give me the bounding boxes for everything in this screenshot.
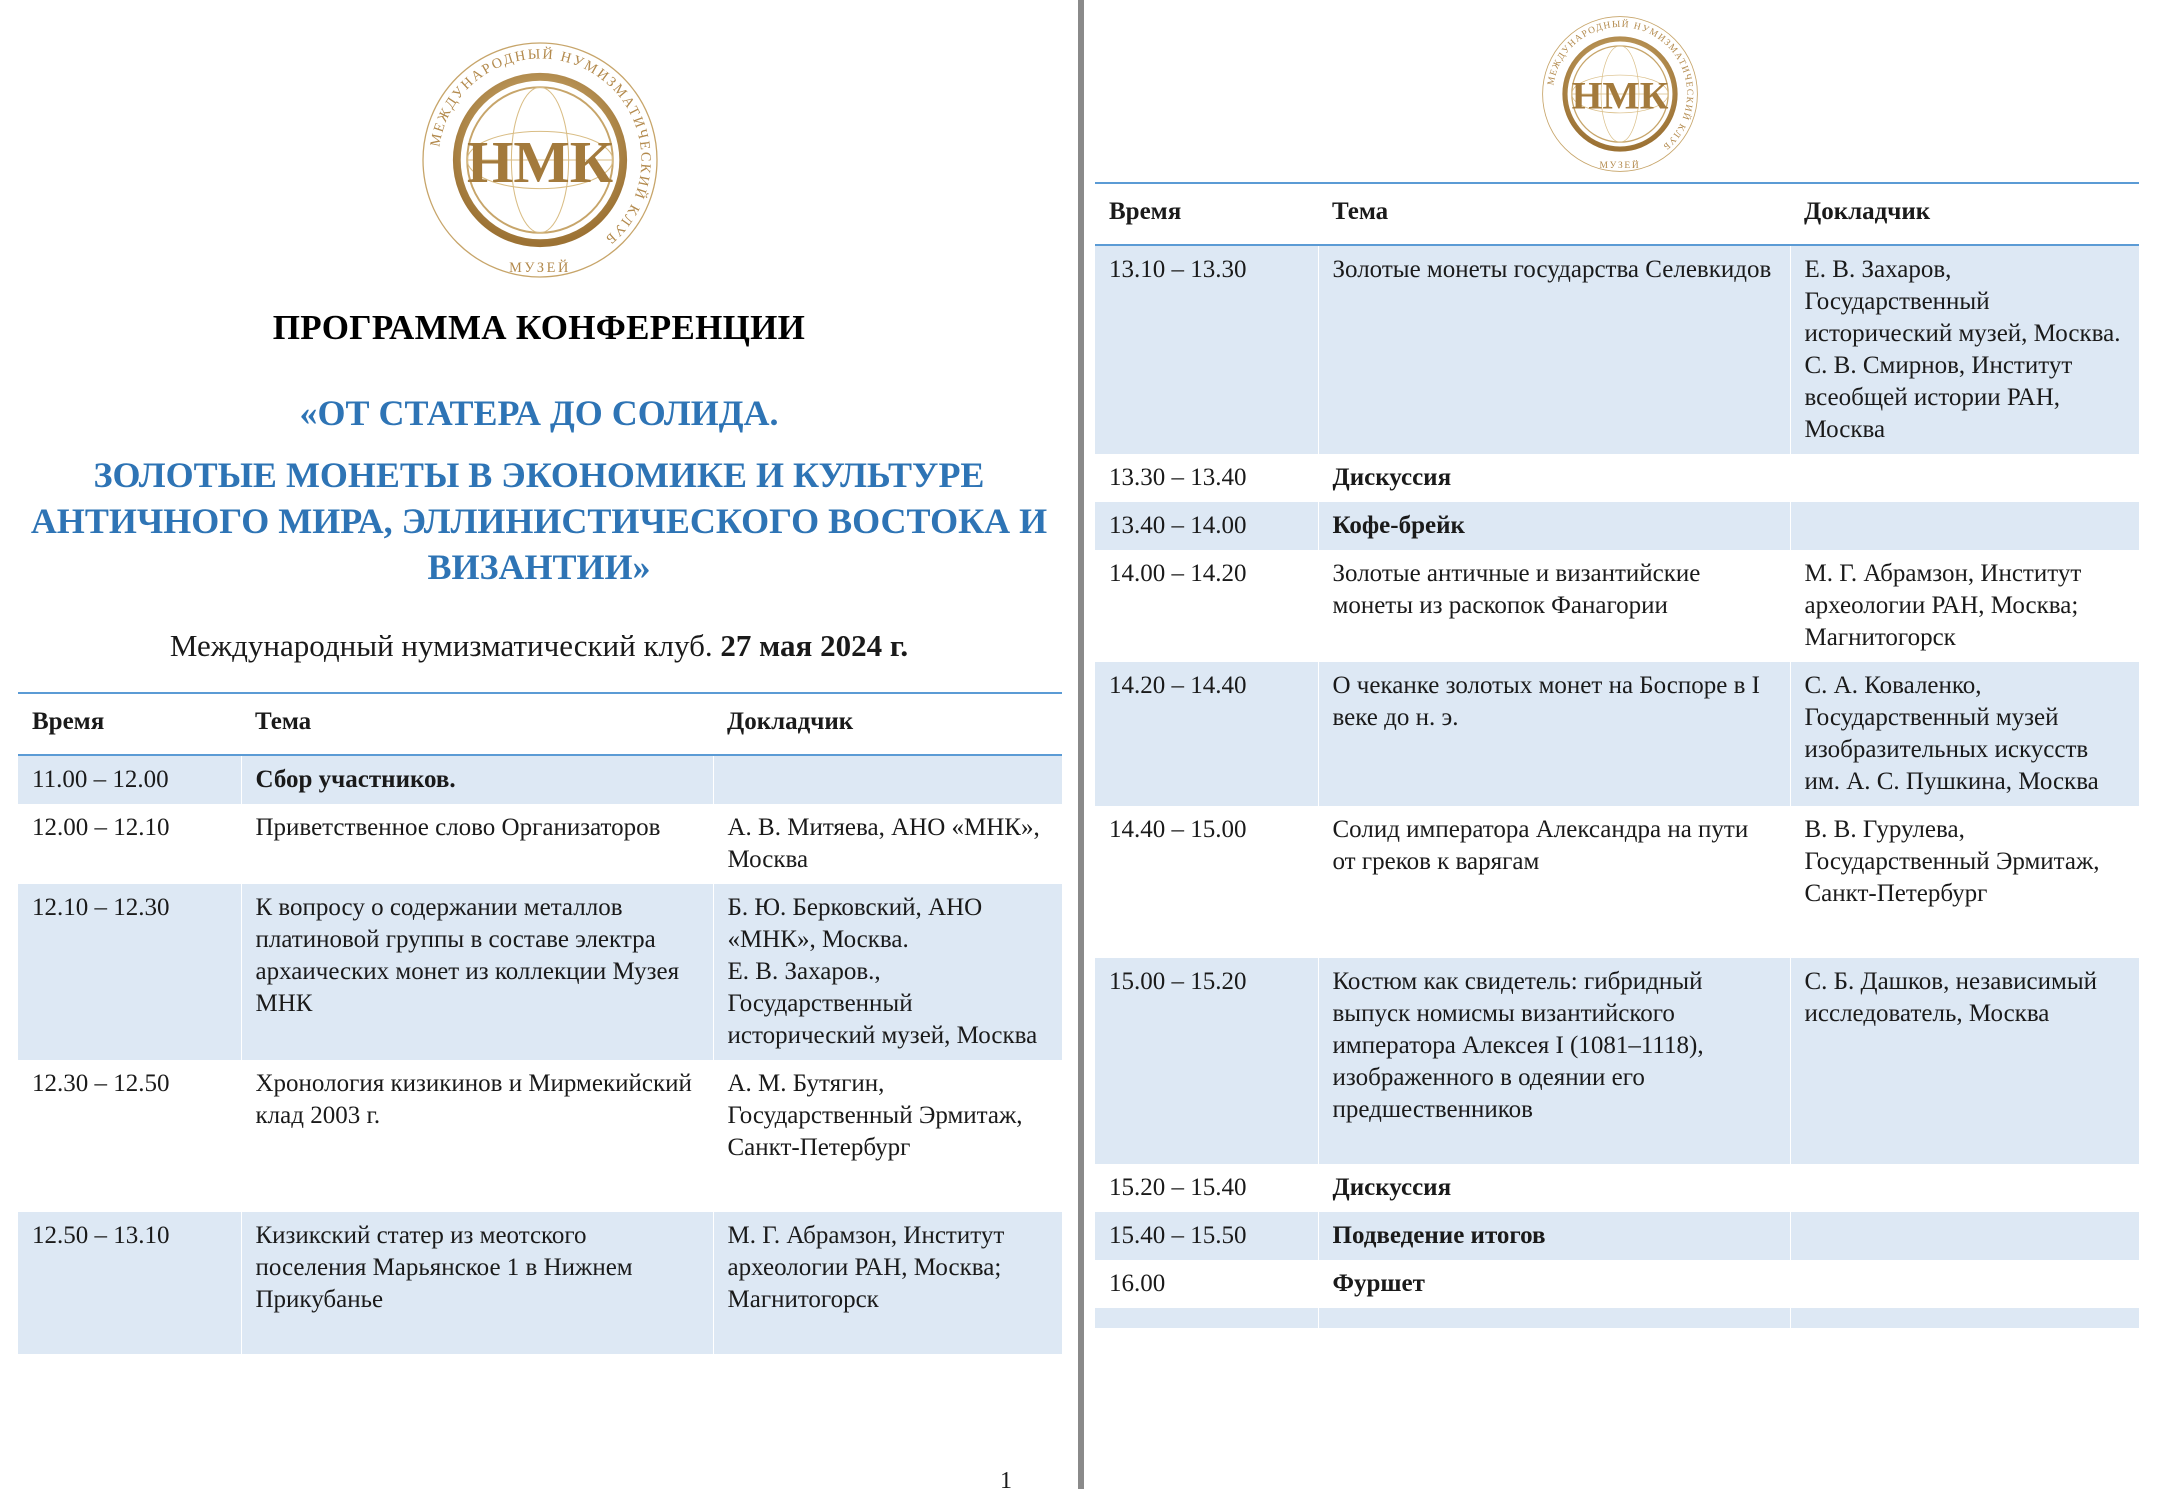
time-cell: 13.30 – 13.40 bbox=[1109, 464, 1247, 491]
speaker-cell: А. М. Бутягин, Государственный Эрмитаж, Санкт-Петербург bbox=[713, 1060, 1062, 1212]
speaker-cell bbox=[1790, 502, 2139, 550]
table-row bbox=[1095, 1212, 2139, 1260]
table-row bbox=[18, 804, 1062, 884]
time-cell bbox=[1095, 1308, 1318, 1328]
speaker-cell bbox=[1790, 1260, 2139, 1308]
event-date: 27 мая 2024 г. bbox=[720, 628, 909, 663]
topic-cell: Кизикский статер из меотского поселения Марьянское 1 в Нижнем Прикубанье bbox=[241, 1212, 713, 1354]
speaker-cell bbox=[1790, 1164, 2139, 1212]
time-cell: 15.40 – 15.50 bbox=[1095, 1212, 1318, 1260]
topic-cell: Солид императора Александра на пути от греков к варягам bbox=[1318, 806, 1790, 958]
topic-cell: Кофе-брейк bbox=[1318, 502, 1790, 550]
topic-cell: Фуршет bbox=[1318, 1260, 1790, 1308]
time-cell: 16.00 bbox=[1109, 1270, 1166, 1297]
table-row bbox=[18, 1060, 1062, 1212]
time-cell: 14.20 – 14.40 bbox=[1095, 662, 1318, 806]
svg-text:МУЗЕЙ: МУЗЕЙ bbox=[509, 259, 571, 276]
document-page-1 bbox=[0, 0, 1078, 1489]
topic-cell: Дискуссия bbox=[1318, 454, 1790, 502]
schedule-table-page2 bbox=[1095, 182, 2139, 1328]
table-row bbox=[1095, 806, 2139, 958]
schedule-table-page1 bbox=[18, 692, 1062, 1354]
topic-cell: О чеканке золотых монет на Боспоре в I веке до н. э. bbox=[1318, 662, 1790, 806]
header-speaker: Докладчик bbox=[713, 693, 1062, 755]
venue-date bbox=[0, 628, 1078, 664]
table-row bbox=[1095, 454, 2139, 502]
header-topic: Тема bbox=[1318, 183, 1790, 245]
speaker-cell: В. В. Гурулева, Государственный Эрмитаж, Санкт-Петербург bbox=[1790, 806, 2139, 958]
time-cell: 13.10 – 13.30 bbox=[1095, 245, 1318, 454]
topic-cell: Подведение итогов bbox=[1318, 1212, 1790, 1260]
conference-title-line2: ЗОЛОТЫЕ МОНЕТЫ В ЭКОНОМИКЕ И КУЛЬТУРЕ АНТИЧНОГО МИРА, ЭЛЛИНИСТИЧЕСКОГО ВОСТОКА И ВИЗАНТИИ» bbox=[30, 455, 1048, 587]
table-row bbox=[1095, 662, 2139, 806]
conference-title-line1: «ОТ СТАТЕРА ДО СОЛИДА. bbox=[299, 393, 779, 433]
topic-cell: Дискуссия bbox=[1318, 1164, 1790, 1212]
venue-text: Международный нумизматический клуб. bbox=[169, 628, 713, 663]
topic-cell: Золотые монеты государства Селевкидов bbox=[1318, 245, 1790, 454]
time-cell: 12.10 – 12.30 bbox=[18, 884, 241, 1060]
speaker-cell bbox=[1790, 1308, 2139, 1328]
topic-cell: Сбор участников. bbox=[241, 755, 713, 804]
header-time: Время bbox=[18, 693, 241, 755]
table-row bbox=[1095, 1164, 2139, 1212]
time-cell: 14.00 – 14.20 bbox=[1109, 560, 1247, 587]
time-cell: 15.20 – 15.40 bbox=[1109, 1174, 1247, 1201]
time-cell: 11.00 – 12.00 bbox=[18, 755, 241, 804]
speaker-cell: А. В. Митяева, АНО «МНК», Москва bbox=[713, 804, 1062, 884]
program-title: ПРОГРАММА КОНФЕРЕНЦИИ bbox=[272, 308, 806, 347]
topic-cell: Хронология кизикинов и Мирмекийский клад 2003 г. bbox=[241, 1060, 713, 1212]
page-number: 1 bbox=[1000, 1468, 1012, 1489]
table-header-row bbox=[18, 693, 1062, 755]
table-row bbox=[1095, 1308, 2139, 1328]
topic-cell: Приветственное слово Организаторов bbox=[241, 804, 713, 884]
speaker-cell bbox=[713, 755, 1062, 804]
speaker-cell: С. Б. Дашков, независимый исследователь, Москва bbox=[1790, 958, 2139, 1164]
speaker-cell: С. А. Коваленко, Государственный музей изобразительных искусств им. А. С. Пушкина, Москва bbox=[1790, 662, 2139, 806]
speaker-cell: Е. В. Захаров, Государственный исторический музей, Москва. С. В. Смирнов, Институт всеобщей истории РАН, Москва bbox=[1790, 245, 2139, 454]
table-row bbox=[1095, 502, 2139, 550]
table-row bbox=[18, 1212, 1062, 1354]
club-logo bbox=[1534, 8, 1706, 180]
table-row bbox=[1095, 245, 2139, 454]
time-cell: 12.50 – 13.10 bbox=[18, 1212, 241, 1354]
club-logo bbox=[410, 30, 670, 290]
speaker-cell: М. Г. Абрамзон, Институт археологии РАН, Москва; Магнитогорск bbox=[713, 1212, 1062, 1354]
time-cell: 13.40 – 14.00 bbox=[1095, 502, 1318, 550]
speaker-cell: М. Г. Абрамзон, Институт археологии РАН, Москва; Магнитогорск bbox=[1790, 550, 2139, 662]
header-topic: Тема bbox=[241, 693, 713, 755]
header-speaker: Докладчик bbox=[1790, 183, 2139, 245]
time-cell: 12.00 – 12.10 bbox=[32, 814, 170, 841]
topic-cell bbox=[1318, 1308, 1790, 1328]
speaker-cell bbox=[1790, 1212, 2139, 1260]
time-cell: 14.40 – 15.00 bbox=[1109, 816, 1247, 843]
svg-text:НМК: НМК bbox=[466, 129, 614, 196]
table-row bbox=[18, 884, 1062, 1060]
topic-cell: Костюм как свидетель: гибридный выпуск номисмы византийского императора Алексея I (1081–1118), изображенного в одеянии его предшественников bbox=[1318, 958, 1790, 1164]
document-page-2 bbox=[1084, 0, 2161, 1489]
table-row bbox=[1095, 1260, 2139, 1308]
time-cell: 12.30 – 12.50 bbox=[32, 1070, 170, 1097]
svg-text:МЕЖДУНАРОДНЫЙ НУМИЗМАТИЧЕСКИЙ: МЕЖДУНАРОДНЫЙ НУМИЗМАТИЧЕСКИЙ КЛУБ bbox=[1546, 19, 1695, 152]
svg-text:МУЗЕЙ: МУЗЕЙ bbox=[1599, 160, 1641, 171]
club-logo-icon bbox=[410, 30, 670, 290]
speaker-cell: Б. Ю. Берковский, АНО «МНК», Москва. Е. В. Захаров., Государственный исторический музей, Москва bbox=[713, 884, 1062, 1060]
svg-text:МЕЖДУНАРОДНЫЙ НУМИЗМАТИЧЕСКИЙ: МЕЖДУНАРОДНЫЙ НУМИЗМАТИЧЕСКИЙ КЛУБ bbox=[427, 46, 654, 249]
table-header-row bbox=[1095, 183, 2139, 245]
table-row bbox=[1095, 550, 2139, 662]
header-time: Время bbox=[1095, 183, 1318, 245]
svg-text:НМК: НМК bbox=[1571, 73, 1669, 118]
speaker-cell bbox=[1790, 454, 2139, 502]
topic-cell: К вопросу о содержании металлов платиновой группы в составе электра архаических монет из коллекции Музея МНК bbox=[241, 884, 713, 1060]
topic-cell: Золотые античные и византийские монеты из раскопок Фанагории bbox=[1318, 550, 1790, 662]
table-row bbox=[1095, 958, 2139, 1164]
club-logo-icon bbox=[1534, 8, 1706, 180]
time-cell: 15.00 – 15.20 bbox=[1095, 958, 1318, 1164]
table-row bbox=[18, 755, 1062, 804]
